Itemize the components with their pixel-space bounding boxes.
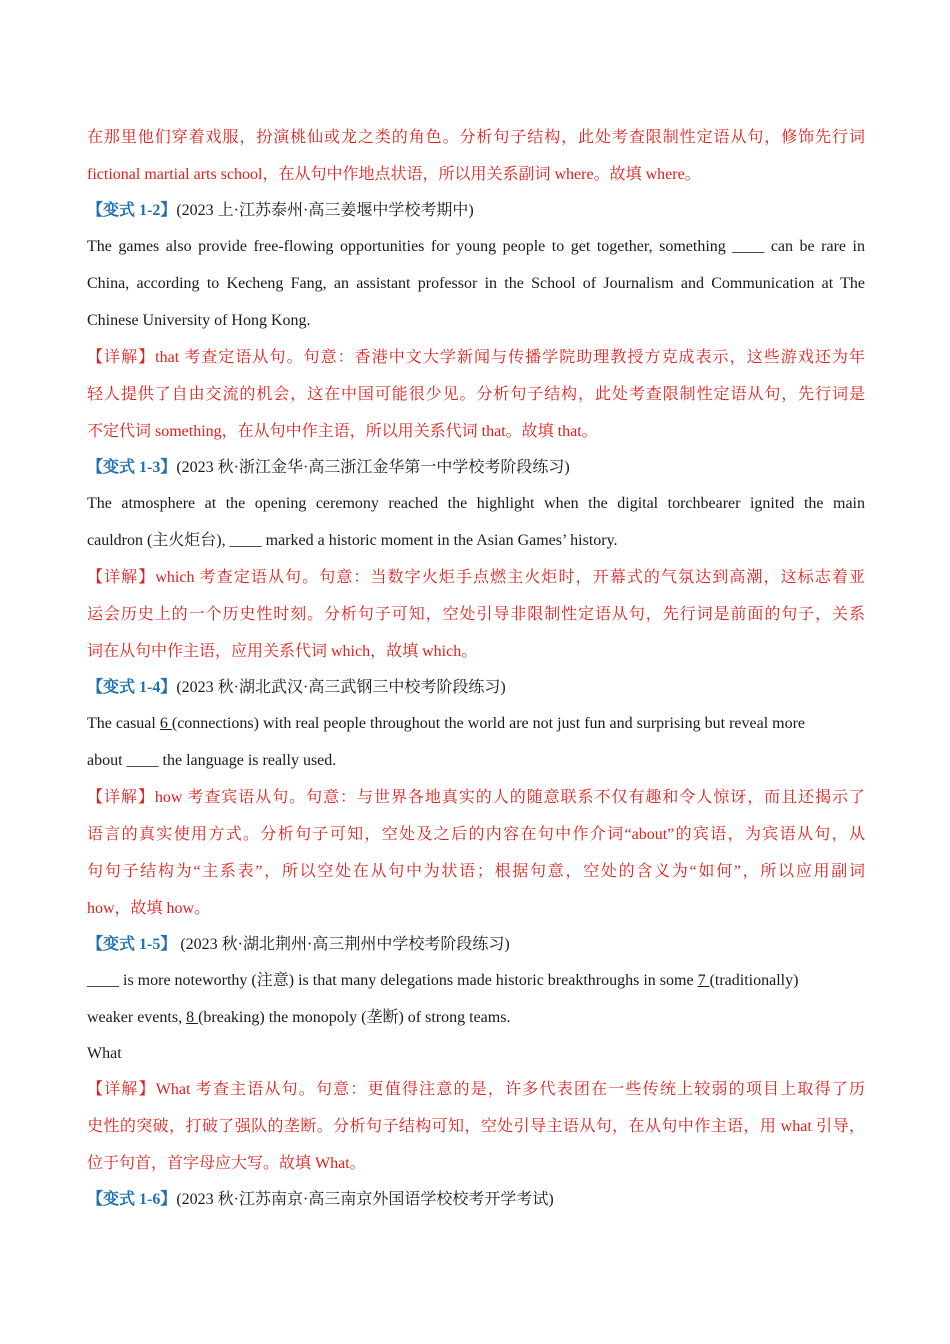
- question-text: (traditionally): [709, 972, 799, 989]
- explanation-line: fictional martial arts school，在从句中作地点状语，所以用关系副词 where。故填 where。: [87, 166, 701, 183]
- variant-tag: 【变式 1-4】: [87, 679, 177, 696]
- explanation-line: 位于句首，首字母应大写。故填 What。: [87, 1155, 366, 1172]
- explanation-line: 在那里他们穿着戏服，扮演桃仙或龙之类的角色。分析句子结构，此处考查限制性定语从句，修饰先行词: [87, 129, 865, 146]
- question-line: about ____ the language is really used.: [87, 752, 337, 769]
- question-line: Chinese University of Hong Kong.: [87, 312, 311, 329]
- document-page: [87, 119, 865, 1217]
- explanation-line: 语言的真实使用方式。分析句子可知，空处及之后的内容在句中作介词“about”的宾语，为宾语从句，从: [87, 826, 865, 843]
- question-line: China, according to Kecheng Fang, an assistant professor in the School of Journalism and Communication at The: [87, 275, 865, 292]
- explanation-line: 【详解】What 考查主语从句。句意：更值得注意的是，许多代表团在一些传统上较弱的项目上取得了历: [87, 1081, 865, 1098]
- question-text: weaker events,: [87, 1009, 187, 1026]
- explanation-line: 【详解】that 考查定语从句。句意：香港中文大学新闻与传播学院助理教授方克成表示，这些游戏还为年: [87, 349, 865, 366]
- question-line: [87, 962, 865, 999]
- explanation-line: 【详解】which 考查定语从句。句意：当数字火炬手点燃主火炬时，开幕式的气氛达到高潮，这标志着亚: [87, 569, 865, 586]
- question-line: [87, 705, 865, 742]
- variant-header: [87, 450, 865, 485]
- variant-source: (2023 秋·浙江金华·高三浙江金华第一中学校考阶段练习): [176, 459, 570, 476]
- blank-number: 8: [186, 1009, 199, 1026]
- variant-source: (2023 秋·湖北荆州·高三荆州中学校考阶段练习): [176, 936, 510, 953]
- question-line: [87, 999, 865, 1036]
- question-line: cauldron (主火炬台), ____ marked a historic moment in the Asian Games’ history.: [87, 532, 618, 549]
- answer-line: What: [87, 1045, 122, 1062]
- variant-source: (2023 上·江苏泰州·高三姜堰中学校考期中): [176, 202, 474, 219]
- variant-source: (2023 秋·江苏南京·高三南京外国语学校校考开学考试): [176, 1191, 554, 1208]
- variant-tag: 【变式 1-5】: [87, 936, 177, 953]
- explanation-line: 史性的突破，打破了强队的垄断。分析句子结构可知，空处引导主语从句，在从句中作主语，用 what 引导，: [87, 1118, 865, 1135]
- question-text: The casual: [87, 715, 160, 732]
- variant-source: (2023 秋·湖北武汉·高三武钢三中校考阶段练习): [176, 679, 506, 696]
- variant-header: [87, 1182, 865, 1217]
- question-text: (connections) with real people throughout the world are not just fun and surprising but reveal more: [171, 715, 806, 732]
- question-line: The atmosphere at the opening ceremony reached the highlight when the digital torchbearer ignited the main: [87, 495, 865, 512]
- variant-header: [87, 927, 865, 962]
- blank-number: 6: [159, 715, 172, 732]
- explanation-line: 不定代词 something，在从句中作主语，所以用关系代词 that。故填 that。: [87, 423, 598, 440]
- explanation-line: 句句子结构为“主系表”，所以空处在从句中为状语；根据句意，空处的含义为“如何”，所以应用副词: [87, 863, 865, 880]
- variant-header: [87, 670, 865, 705]
- explanation-line: 运会历史上的一个历史性时刻。分析句子可知，空处引导非限制性定语从句，先行词是前面的句子，关系: [87, 606, 865, 623]
- explanation-line: 【详解】how 考查宾语从句。句意：与世界各地真实的人的随意联系不仅有趣和令人惊讶，而且还揭示了: [87, 789, 865, 806]
- variant-header: [87, 193, 865, 228]
- variant-tag: 【变式 1-2】: [87, 202, 177, 219]
- question-text: ____ is more noteworthy (注意) is that many delegations made historic breakthroughs in some: [87, 972, 698, 989]
- explanation-line: 词在从句中作主语，应用关系代词 which，故填 which。: [87, 643, 478, 660]
- explanation-line: how，故填 how。: [87, 900, 211, 917]
- blank-number: 7: [697, 972, 710, 989]
- variant-tag: 【变式 1-3】: [87, 459, 177, 476]
- question-text: (breaking) the monopoly (垄断) of strong teams.: [198, 1009, 511, 1026]
- question-line: The games also provide free-flowing opportunities for young people to get together, something ____ can be rare in: [87, 238, 865, 255]
- explanation-line: 轻人提供了自由交流的机会，这在中国可能很少见。分析句子结构，此处考查限制性定语从句，先行词是: [87, 386, 865, 403]
- variant-tag: 【变式 1-6】: [87, 1191, 177, 1208]
